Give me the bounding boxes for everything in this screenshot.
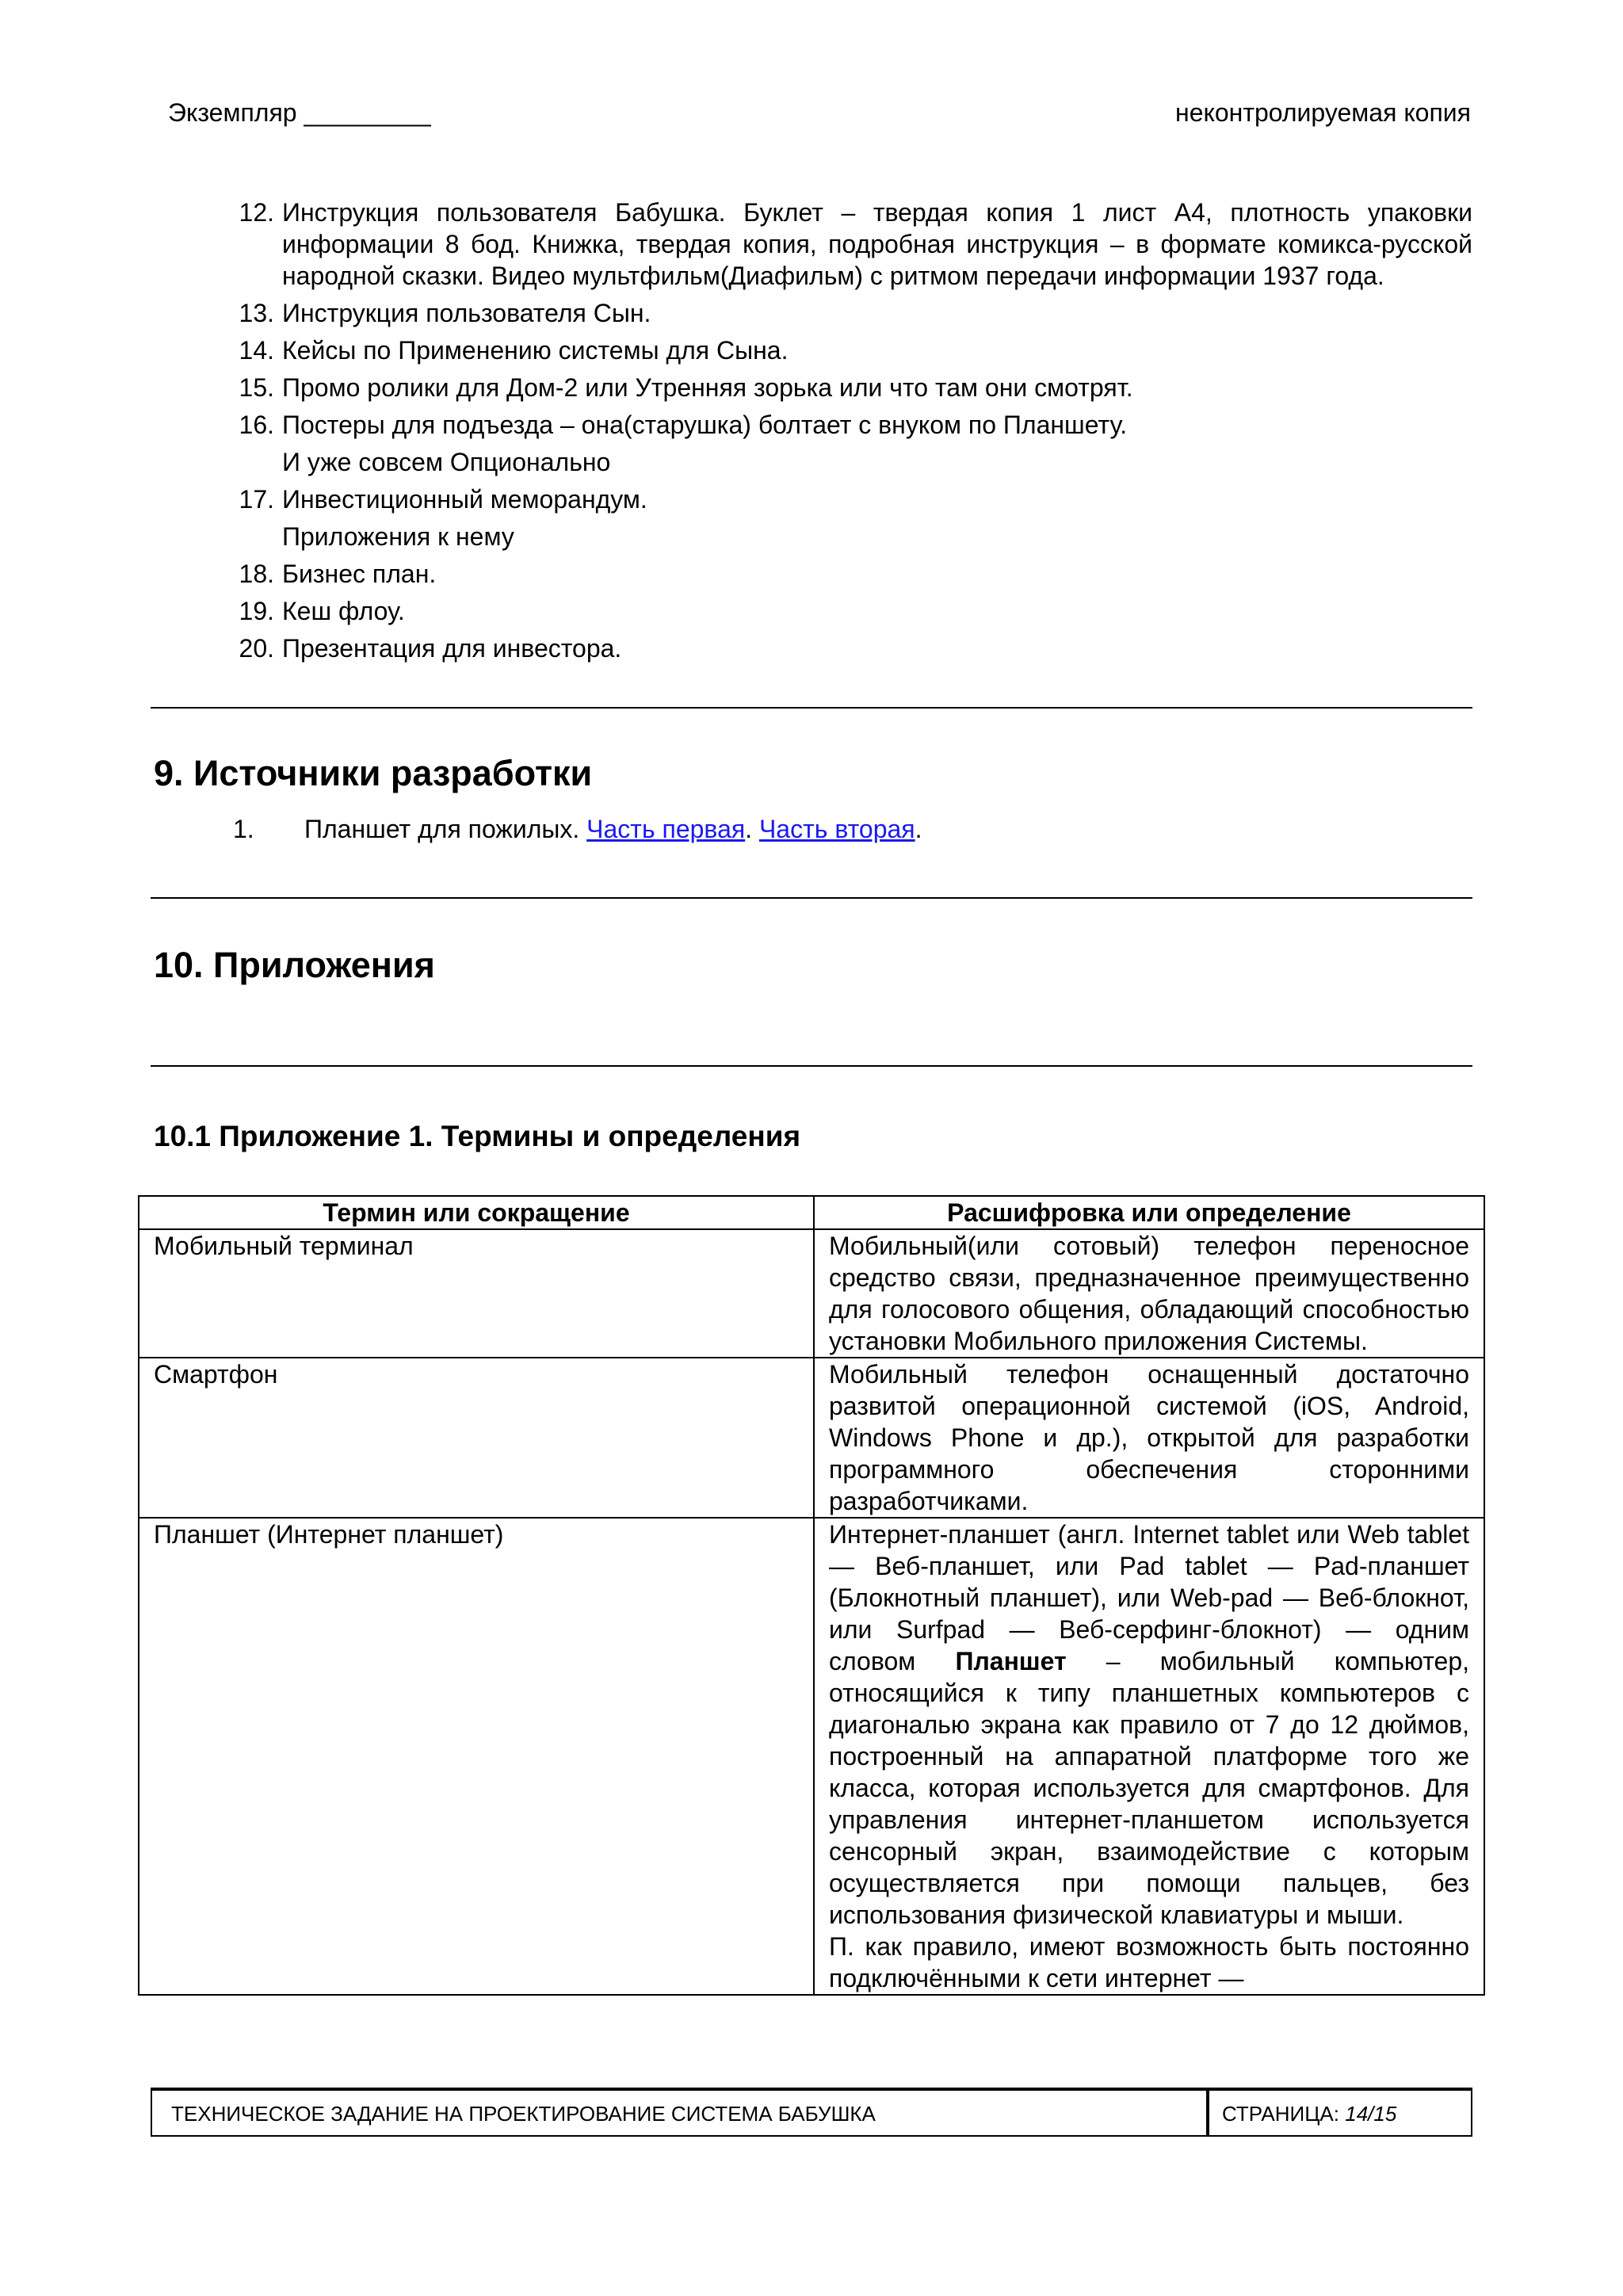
list-item (230, 409, 1472, 441)
section-9-heading: 9. Источники разработки (154, 753, 593, 793)
item-text: Инвестиционный меморандум. (282, 485, 647, 514)
definition-text: Интернет-планшет (англ. Internet tablet или Web tablet — Веб-планшет, или Pad tablet — Pad-планшет (Блокнотный планшет), или Web-pad — Веб-блокнот, или Surfpad — Веб-серфинг-блокнот) — одним словом (829, 1520, 1469, 1675)
list-item (230, 595, 1472, 627)
definition-bold-term: Планшет (955, 1647, 1067, 1675)
footer-page-box (1206, 2091, 1397, 2135)
table-row (139, 1358, 1484, 1518)
deliverables-list (230, 197, 1472, 670)
item-text: Презентация для инвестора. (282, 634, 622, 663)
item-number: 13. (239, 299, 274, 327)
section-divider (151, 1065, 1472, 1067)
item-number: 17. (239, 485, 274, 514)
definition-cell: Мобильный телефон оснащенный достаточно развитой операционной системой (iOS, Android, Windows Phone и др.), открытой для разработки программного обеспечения сторонними разработчиками. (814, 1358, 1484, 1518)
item-text: Промо ролики для Дом-2 или Утренняя зорька или что там они смотрят. (282, 373, 1133, 402)
source-text: Планшет для пожилых. (304, 815, 587, 843)
footer-page-number: 14/15 (1345, 2102, 1397, 2126)
list-item (230, 483, 1472, 515)
item-text: Приложения к нему (282, 522, 514, 551)
term-cell: Планшет (Интернет планшет) (139, 1518, 814, 1995)
item-text: Инструкция пользователя Сын. (282, 299, 651, 327)
term-cell: Смартфон (139, 1358, 814, 1518)
item-text: Кеш флоу. (282, 597, 405, 625)
item-number: 16. (239, 411, 274, 439)
item-text: Инструкция пользователя Бабушка. Буклет – твердая копия 1 лист А4, плотность упаковки информации 8 бод. Книжка, твердая копия, подробная инструкция – в формате комикса-русской народной сказки. Видео мультфильм(Диафильм) с ритмом передачи информации 1937 года. (282, 198, 1472, 290)
terms-table (138, 1195, 1485, 1996)
list-subheading (230, 521, 1472, 552)
list-item (230, 632, 1472, 664)
item-text: Бизнес план. (282, 560, 437, 588)
item-number: 12. (239, 198, 274, 227)
link-separator: . (745, 815, 759, 843)
source-number: 1. (233, 815, 254, 843)
section-10-1-heading: 10.1 Приложение 1. Термины и определения (154, 1120, 801, 1152)
copy-label: Экземпляр _________ (168, 98, 431, 127)
footer-document-title: ТЕХНИЧЕСКОЕ ЗАДАНИЕ НА ПРОЕКТИРОВАНИЕ СИСТЕМА БАБУШКА (171, 2102, 876, 2126)
item-number: 18. (239, 560, 274, 588)
item-number: 19. (239, 597, 274, 625)
definition-text: – мобильный компьютер, относящийся к типу планшетных компьютеров с диагональю экрана как правило от 7 до 12 дюймов, построенный на аппаратной платформе того же класса, которая используется для смартфонов. Для управления интернет-планшетом используется сенсорный экран, взаимодействие с которым осуществляется при помощи пальцев, без использования физической клавиатуры и мыши. (829, 1647, 1470, 1929)
list-subheading (230, 446, 1472, 478)
definition-cell (814, 1518, 1484, 1995)
source-end: . (915, 815, 922, 843)
item-text: Постеры для подъезда – она(старушка) болтает с внуком по Планшету. (282, 411, 1128, 439)
definition-text: П. как правило, имеют возможность быть постоянно подключёнными к сети интернет — (829, 1932, 1469, 1992)
item-number: 20. (239, 634, 274, 663)
table-row (139, 1229, 1484, 1358)
link-part-one[interactable]: Часть первая (586, 815, 746, 843)
section-10-heading: 10. Приложения (154, 945, 435, 985)
list-item (230, 197, 1472, 292)
page-footer (151, 2088, 1472, 2137)
item-number: 14. (239, 336, 274, 365)
source-item (233, 813, 922, 845)
term-cell: Мобильный терминал (139, 1229, 814, 1358)
column-header-definition: Расшифровка или определение (814, 1196, 1484, 1229)
definition-cell: Мобильный(или сотовый) телефон переносное средство связи, предназначенное преимущественно для голосового общения, обладающий способностью установки Мобильного приложения Системы. (814, 1229, 1484, 1358)
list-item (230, 297, 1472, 329)
list-item (230, 372, 1472, 403)
table-row (139, 1518, 1484, 1995)
column-header-term: Термин или сокращение (139, 1196, 814, 1229)
list-item (230, 558, 1472, 590)
link-part-two[interactable]: Часть вторая (758, 815, 915, 843)
section-divider (151, 897, 1472, 899)
copy-status: неконтролируемая копия (1175, 98, 1471, 127)
item-text: Кейсы по Применению системы для Сына. (282, 336, 789, 365)
list-item (230, 334, 1472, 366)
item-text: И уже совсем Опционально (282, 448, 611, 476)
footer-page-label: СТРАНИЦА: (1222, 2102, 1346, 2126)
section-divider (151, 707, 1472, 709)
item-number: 15. (239, 373, 274, 402)
table-header-row (139, 1196, 1484, 1229)
